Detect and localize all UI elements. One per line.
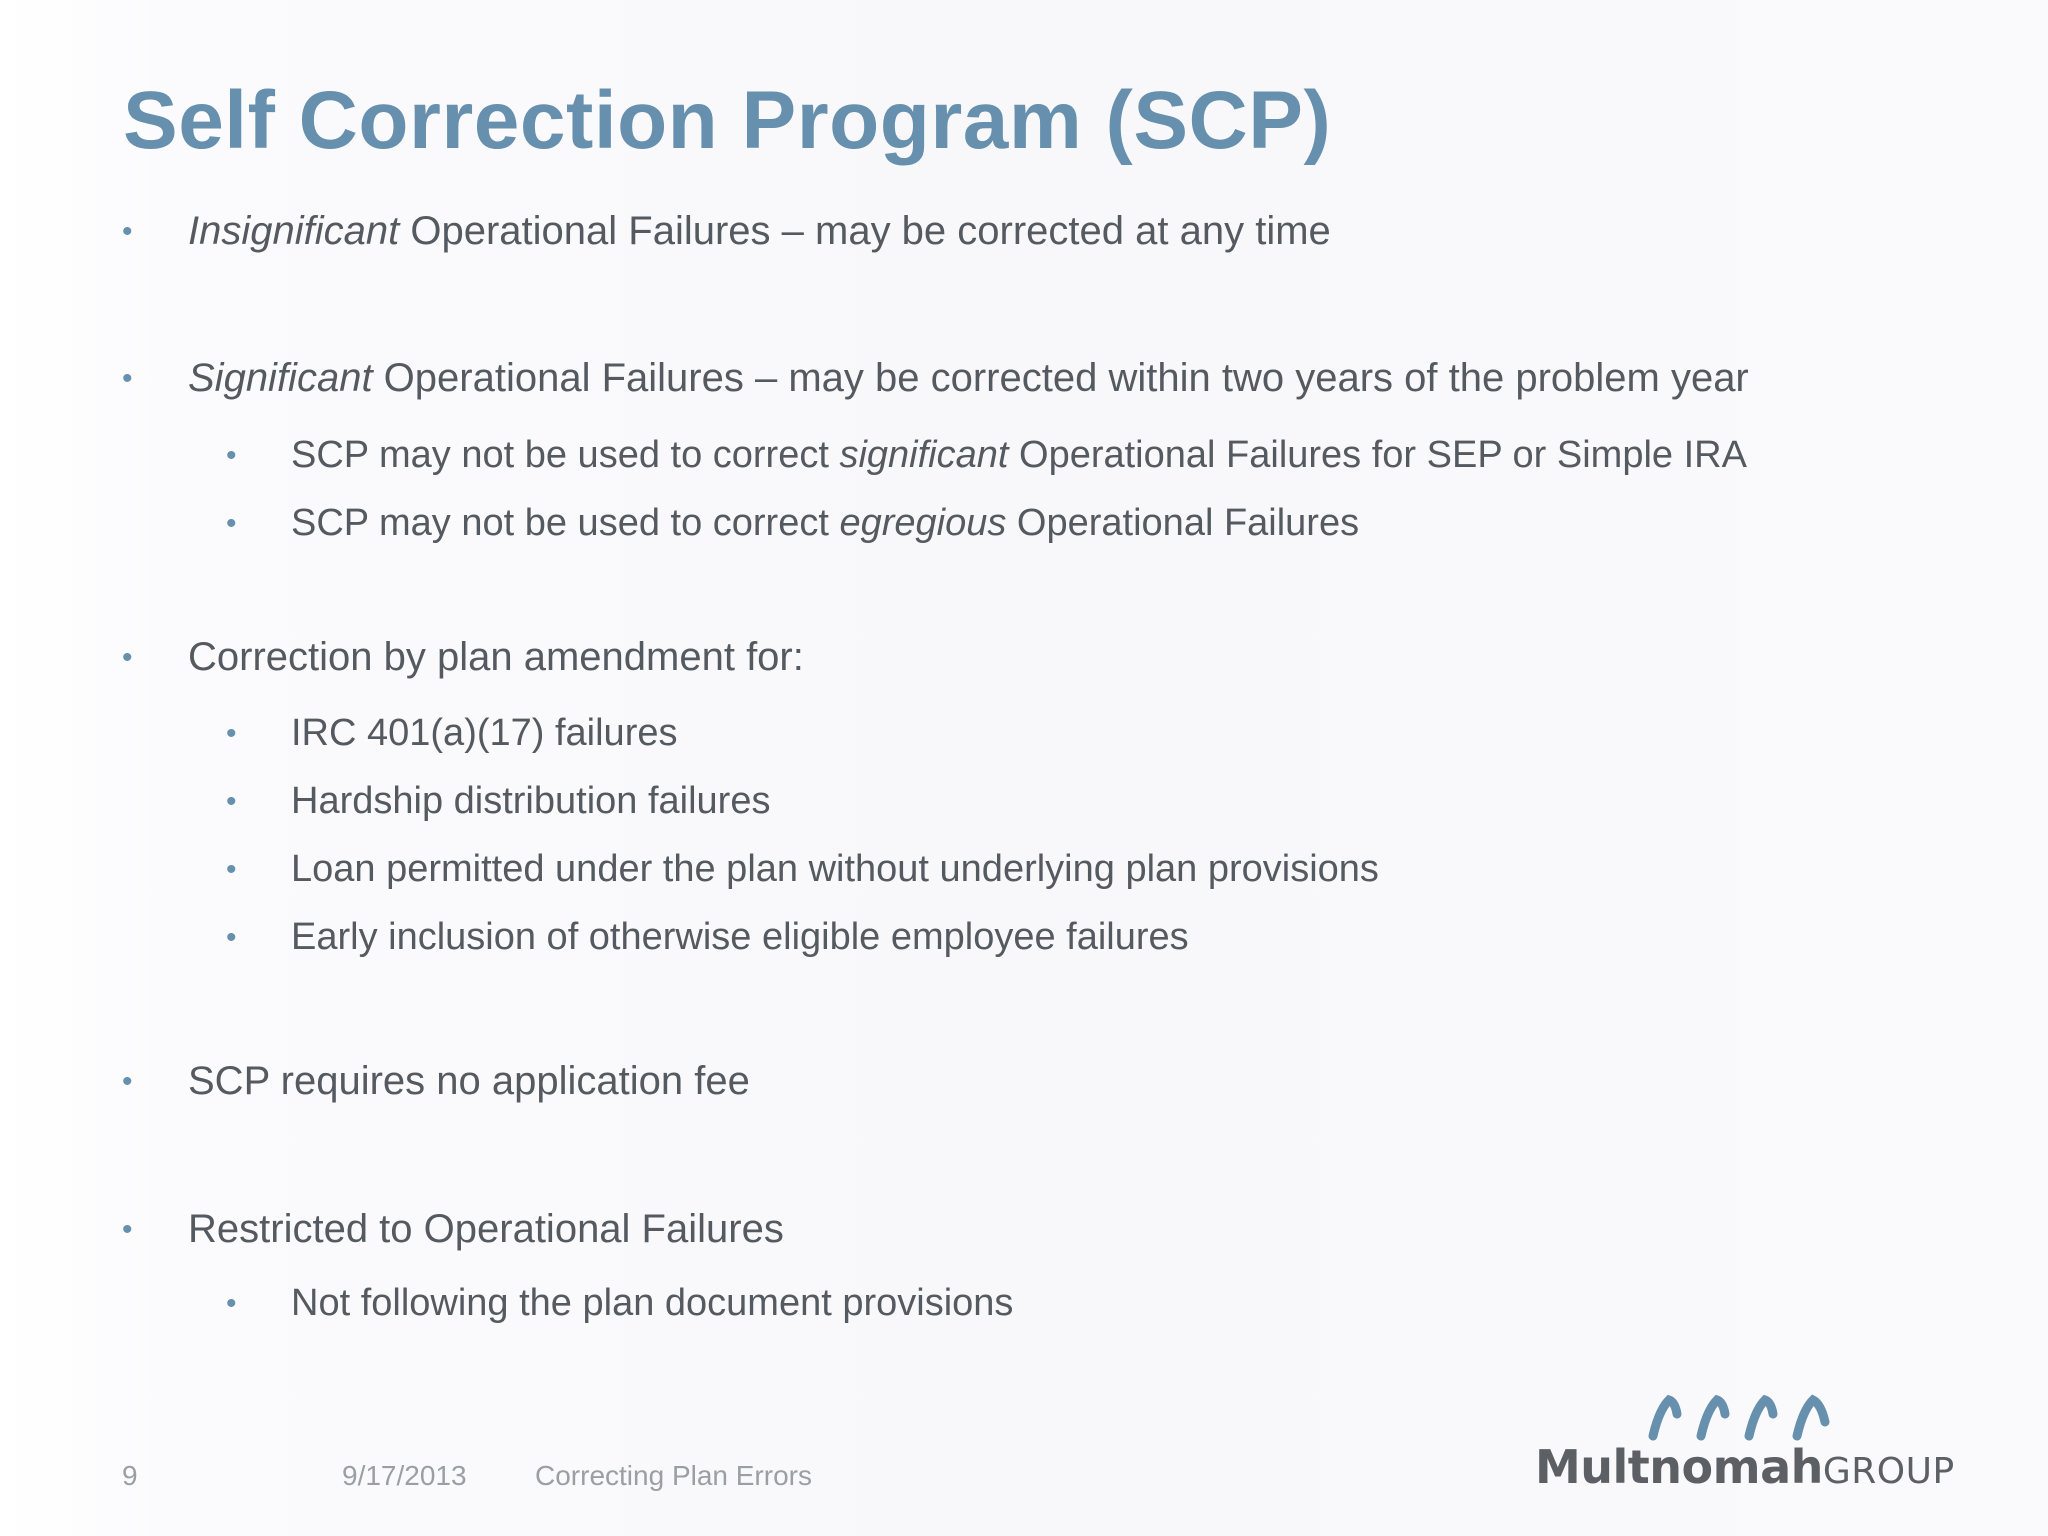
subbullet-hardship-distribution	[226, 780, 771, 822]
subbullet-irc-401a17	[226, 712, 678, 754]
bullet-dot: •	[226, 507, 237, 540]
subbullet-sep-simple-ira	[226, 434, 1747, 476]
bullet-text: IRC 401(a)(17) failures	[291, 712, 678, 754]
bullet-text: Operational Failures for SEP or Simple IRA	[1008, 434, 1747, 476]
logo-name-main: Multnomah	[1535, 1440, 1823, 1494]
emphasis-text: significant	[839, 434, 1009, 476]
bullet-text: Operational Failures – may be corrected within two years of the problem year	[372, 356, 1749, 400]
footer-date: 9/17/2013	[342, 1460, 467, 1491]
bullet-dot: •	[122, 362, 133, 395]
bullet-text: Correction by plan amendment for:	[188, 635, 804, 679]
wave-marks-icon	[1535, 1388, 1955, 1448]
bullet-text: Not following the plan document provisions	[291, 1282, 1014, 1324]
emphasis-text: Insignificant	[188, 209, 400, 253]
bullet-no-application-fee	[122, 1059, 750, 1103]
subbullet-early-inclusion	[226, 916, 1189, 958]
logo-wordmark	[1535, 1440, 1955, 1494]
bullet-significant-failures	[122, 356, 1749, 400]
subbullet-loan-permitted	[226, 848, 1379, 890]
bullet-dot: •	[122, 215, 133, 248]
emphasis-text: egregious	[839, 502, 1007, 544]
logo-name-sub: GROUP	[1822, 1451, 1955, 1492]
bullet-dot: •	[226, 785, 237, 818]
bullet-dot: •	[122, 641, 133, 674]
bullet-dot: •	[226, 439, 237, 472]
bullet-dot: •	[226, 717, 237, 750]
bullet-text: Operational Failures – may be corrected at any time	[399, 209, 1331, 253]
bullet-dot: •	[226, 921, 237, 954]
bullet-restricted-operational	[122, 1207, 784, 1251]
bullet-text: SCP may not be used to correct	[291, 502, 840, 544]
slide-title: Self Correction Program (SCP)	[123, 75, 1332, 166]
emphasis-text: Significant	[188, 356, 373, 400]
bullet-text: Operational Failures	[1006, 502, 1360, 544]
bullet-dot: •	[122, 1065, 133, 1098]
bullet-dot: •	[226, 853, 237, 886]
bullet-text: SCP may not be used to correct	[291, 434, 840, 476]
bullet-text: Early inclusion of otherwise eligible employee failures	[291, 916, 1189, 958]
bullet-dot: •	[226, 1287, 237, 1320]
bullet-text: Restricted to Operational Failures	[188, 1207, 784, 1251]
bullet-text: SCP requires no application fee	[188, 1059, 750, 1103]
subbullet-plan-document	[226, 1282, 1014, 1324]
footer-topic: Correcting Plan Errors	[535, 1460, 812, 1491]
bullet-plan-amendment	[122, 635, 804, 679]
bullet-text: Hardship distribution failures	[291, 780, 771, 822]
company-logo	[1535, 1388, 1955, 1508]
bullet-insignificant-failures	[122, 209, 1331, 253]
bullet-text: Loan permitted under the plan without underlying plan provisions	[291, 848, 1379, 890]
bullet-dot: •	[122, 1213, 133, 1246]
page-number: 9	[122, 1460, 138, 1491]
subbullet-egregious-failures	[226, 502, 1360, 544]
